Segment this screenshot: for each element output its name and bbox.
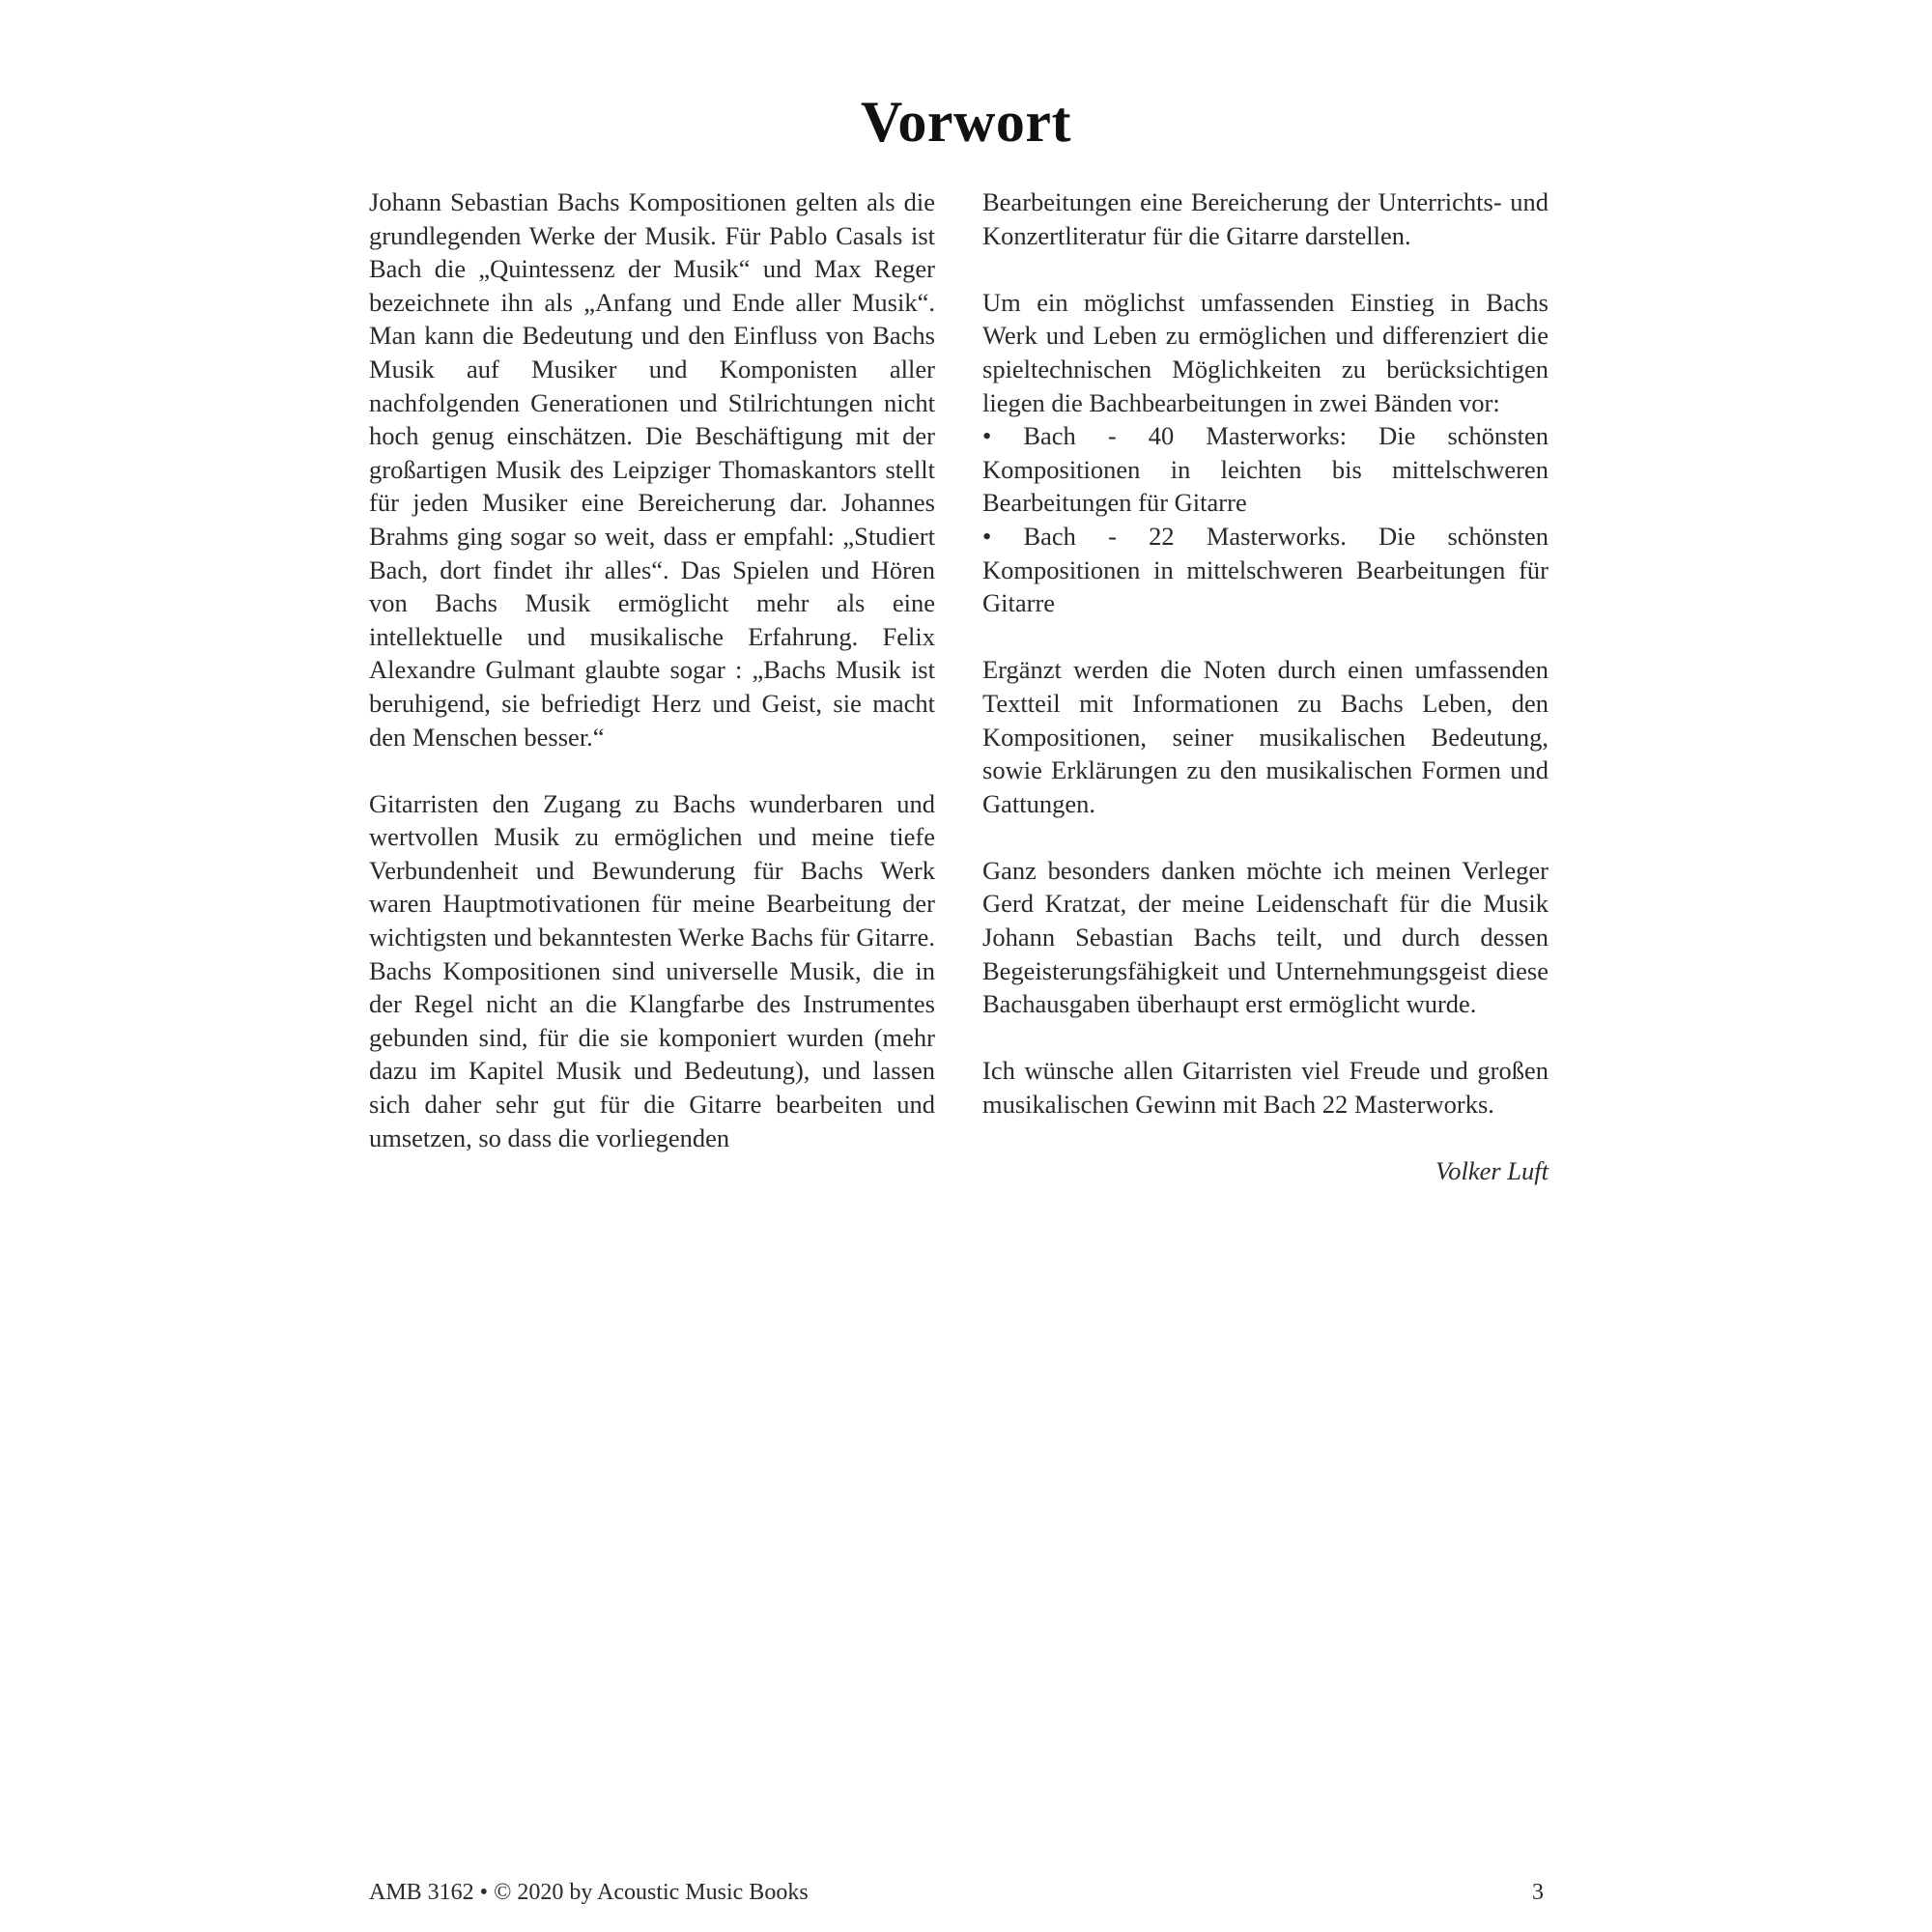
paragraph-motivation: Gitarristen den Zugang zu Bachs wunderbaren und wertvollen Musik zu ermöglichen und meine tiefe Verbundenheit und Bewunderung für Bachs Werk waren Hauptmotivationen für meine Bearbeitung der wichtigsten und bekanntesten Werke Bachs für Gitarre. Bachs Kompositionen sind universelle Musik, die in der Regel nicht an die Klangfarbe des Instrumentes gebunden sind, für die sie komponiert wurden (mehr dazu im Kapitel Musik und Bedeutung), und lassen sich daher sehr gut für die Gitarre bearbeiten und umsetzen, so dass die vorliegenden bbox=[369, 788, 935, 1152]
paragraph-continuation: Bearbeitungen eine Bereicherung der Unterrichts- und Konzertliteratur für die Gitarre darstellen. bbox=[982, 187, 1548, 250]
paragraph-wishes: Ich wünsche allen Gitarristen viel Freude und großen musikalischen Gewinn mit Bach 22 Masterworks. bbox=[982, 1056, 1548, 1120]
paragraph-thanks: Ganz besonders danken möchte ich meinen Verleger Gerd Kratzat, der meine Leidenschaft für die Musik Johann Sebastian Bachs teilt, und durch dessen Begeisterungsfähigkeit und Unternehmungsgeist diese Bachausgaben überhaupt erst ermöglicht wurde. bbox=[982, 855, 1548, 1019]
right-column bbox=[982, 185, 1548, 1221]
left-column bbox=[369, 185, 935, 1154]
page-number: 3 bbox=[1532, 1880, 1544, 1905]
paragraph-intro: Johann Sebastian Bachs Kompositionen gelten als die grundlegenden Werke der Musik. Für Pablo Casals ist Bach die „Quintessenz der Musik“ und Max Reger bezeichnete ihn als „Anfang und Ende aller Musik“. Man kann die Bedeutung und den Einfluss von Bachs Musik auf Musiker und Komponisten aller nachfolgenden Generationen und Stilrichtungen nicht hoch genug einschätzen. Die Beschäftigung mit der großartigen Musik des Leipziger Thomaskantors stellt für jeden Musiker eine Bereicherung dar. Johannes Brahms ging sogar so weit, dass er empfahl: „Studiert Bach, dort findet ihr alles“. Das Spielen und Hören von Bachs Musik ermöglicht mehr als eine intellektuelle und musikalische Erfahrung. Felix Alexandre Gulmant glaubte sogar : „Bachs Musik ist beruhigend, sie befriedigt Herz und Geist, sie macht den Menschen besser.“ bbox=[369, 187, 935, 752]
list-item: • Bach - 40 Masterworks: Die schönsten Kompositionen in leichten bis mittelschweren Bearbeitungen für Gitarre bbox=[982, 421, 1548, 518]
paragraph-text-section: Ergänzt werden die Noten durch einen umfassenden Textteil mit Informationen zu Bachs Leben, den Kompositionen, seiner musikalischen Bedeutung, sowie Erklärungen zu den musikalischen Formen und Gattungen. bbox=[982, 655, 1548, 818]
list-item: • Bach - 22 Masterworks. Die schönsten Kompositionen in mittelschweren Bearbeitungen für Gitarre bbox=[982, 521, 1548, 618]
footer-copyright: AMB 3162 • © 2020 by Acoustic Music Books bbox=[369, 1880, 809, 1905]
volumes-list bbox=[982, 419, 1548, 620]
page-title: Vorwort bbox=[861, 90, 1071, 154]
author-signature: Volker Luft bbox=[1435, 1156, 1548, 1186]
paragraph-volumes-intro: Um ein möglichst umfassenden Einstieg in Bachs Werk und Leben zu ermöglichen und differenziert die spieltechnischen Möglichkeiten zu berücksichtigen liegen die Bachbearbeitungen in zwei Bänden vor: bbox=[982, 287, 1548, 417]
